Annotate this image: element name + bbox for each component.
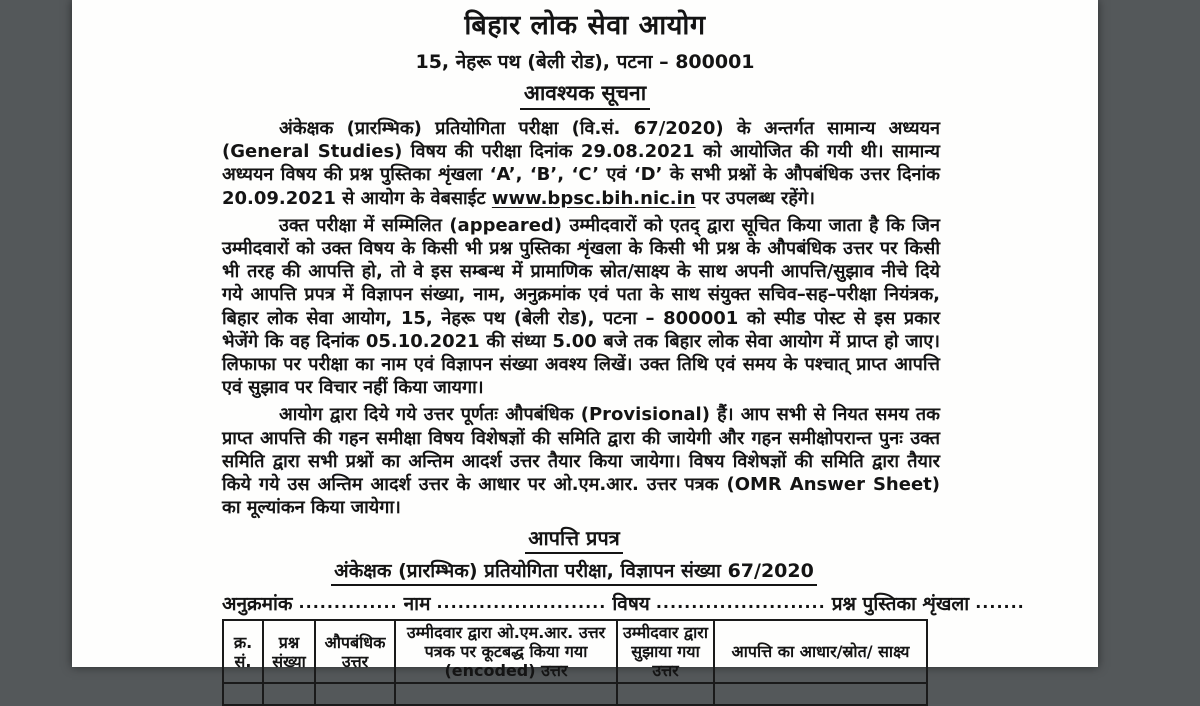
header-provisional-answer: औपबंधिक उत्तर: [315, 620, 395, 683]
candidate-fields-row: [222, 590, 1025, 616]
subject-label: विषय: [612, 593, 650, 615]
notice-heading-row: [72, 79, 1098, 110]
header-objection-basis: आपत्ति का आधार/स्रोत/ साक्ष्य: [714, 620, 927, 683]
paragraph-text: पर उपलब्ध रहेंगे।: [695, 187, 815, 209]
name-blank: ........................: [436, 593, 607, 612]
body-text-column: [222, 117, 940, 519]
objection-table: [222, 619, 928, 706]
objection-table-empty-row: [223, 683, 927, 705]
empty-cell: [714, 683, 927, 705]
objection-table-header-row: [223, 620, 927, 683]
paragraph-text: अंकेक्षक (प्रारम्भिक) प्रतियोगिता परीक्षा (वि.सं. 67/2020) के अन्तर्गत सामान्य अध्ययन (General Studies) विषय की परीक्षा दिनांक 29.08.2021 को आयोजित की गयी थी। सामान्य अध्ययन विषय की प्रश्न पुस्तिका शृंखला ‘A’, ‘B’, ‘C’ एवं ‘D’ के सभी प्रश्नों के औपबंधिक उत्तर दिनांक 20.09.2021 से आयोग के वेबसाईट: [222, 118, 940, 209]
empty-cell: [395, 683, 617, 705]
empty-cell: [263, 683, 315, 705]
paragraph-text: आयोग द्वारा दिये गये उत्तर पूर्णतः औपबंधिक (Provisional) हैं। आप सभी से नियत समय तक प्राप्त आपत्ति की गहन समीक्षा विषय विशेषज्ञों की समिति द्वारा की जायेगी और गहन समीक्षोपरान्त पुनः उक्त समिति द्वारा सभी प्रश्नों का अन्तिम आदर्श उत्तर तैयार किया जायेगा। विषय विशेषज्ञों की समिति द्वारा तैयार किये गये उस अन्तिम आदर्श उत्तर के आधार पर ओ.एम.आर. उत्तर पत्रक (OMR Answer Sheet) का मूल्यांकन किया जायेगा।: [222, 404, 940, 519]
empty-cell: [617, 683, 714, 705]
header-question-number: प्रश्न संख्या: [263, 620, 315, 683]
deadline-datetime: दिनांक 05.10.2021 की संध्या 5.00 बजे तक: [316, 330, 658, 352]
paragraph-provisional-answers: [222, 403, 940, 519]
paragraph-text: उक्त परीक्षा में सम्मिलित (appeared) उम्मीदवारों को एतद् द्वारा सूचित किया जाता है कि जिन उम्मीदवारों को उक्त विषय के किसी भी प्रश्न पुस्तिका शृंखला के किसी भी प्रश्न के औपबंधिक उत्तर पर किसी भी तरह की आपत्ति हो, तो वे इस सम्बन्ध में प्रामाणिक स्रोत/साक्ष्य के साथ अपनी आपत्ति/सुझाव नीचे दिये गये आपत्ति प्रपत्र में विज्ञापन संख्या, नाम, अनुक्रमांक एवं पता के साथ संयुक्त सचिव–सह–परीक्षा नियंत्रक, बिहार लोक सेवा आयोग, 15, नेहरू पथ (बेली रोड), पटना – 800001 को स्पीड पोस्ट से इस प्रकार भेजेंगे कि वह: [222, 214, 940, 352]
subject-blank: ........................: [655, 593, 826, 612]
paragraph-text: उक्त तिथि एवं समय के पश्चात् प्राप्त आपत्ति एवं सुझाव पर विचार नहीं किया जायगा।: [222, 354, 940, 399]
paragraph-text: बिहार लोक सेवा आयोग में प्राप्त हो जाए।: [657, 330, 940, 352]
booklet-series-label: प्रश्न पुस्तिका शृंखला: [831, 593, 970, 615]
name-label: नाम: [403, 593, 431, 615]
booklet-series-blank: .......: [975, 593, 1025, 612]
scanned-document-page: [72, 0, 1098, 680]
paragraph-objection-instructions: [222, 214, 940, 400]
paragraph-exam-info: [222, 117, 940, 210]
objection-form-section: [222, 524, 1025, 706]
roll-number-label: अनुक्रमांक: [222, 593, 293, 615]
objection-form-subtitle: अंकेक्षक (प्रारम्भिक) प्रतियोगिता परीक्षा, विज्ञापन संख्या 67/2020: [331, 557, 817, 586]
envelope-instruction: लिफाफा पर परीक्षा का नाम एवं विज्ञापन संख्या अवश्य लिखें।: [222, 354, 633, 376]
empty-cell: [315, 683, 395, 705]
header-serial-number: क्र. सं.: [223, 620, 263, 683]
form-subtitle-row: [222, 554, 926, 586]
empty-cell: [223, 683, 263, 705]
notice-heading: आवश्यक सूचना: [520, 79, 650, 110]
header-suggested-answer: उम्मीदवार द्वारा सुझाया गया उत्तर: [617, 620, 714, 683]
document-upper-block: [72, 0, 1098, 524]
commission-address: 15, नेहरू पथ (बेली रोड), पटना – 800001: [415, 51, 755, 73]
form-title-row: [222, 524, 926, 554]
header-encoded-answer: उम्मीदवार द्वारा ओ.एम.आर. उत्तर पत्रक पर कूटबद्ध किया गया (encoded) उत्तर: [395, 620, 617, 683]
bpsc-website-url: www.bpsc.bih.nic.in: [491, 187, 696, 209]
roll-number-blank: ..............: [298, 593, 398, 612]
commission-title: बिहार लोक सेवा आयोग: [464, 10, 706, 41]
objection-form-title: आपत्ति प्रपत्र: [525, 524, 623, 554]
